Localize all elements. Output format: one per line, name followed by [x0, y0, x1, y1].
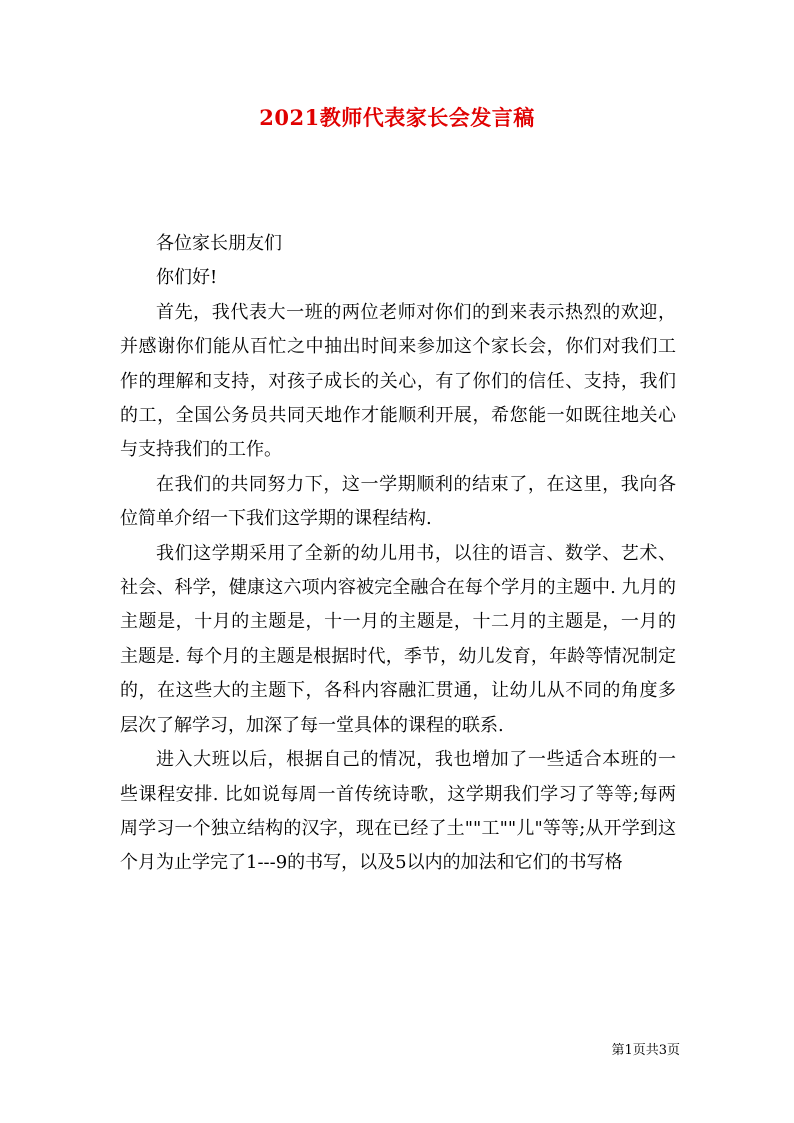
paragraph-welcome: 首先，我代表大一班的两位老师对你们的到来表示热烈的欢迎，并感谢你们能从百忙之中抽出时间来参加这个家长会，你们对我们工作的理解和支持，对孩子成长的关心，有了你们的信任、支持，我们的工，全国公务员共同天地作才能顺利开展，希您能一如既往地关心与支持我们的工作。	[120, 301, 676, 461]
paragraph-class-arrangements: 进入大班以后，根据自己的情况，我也增加了一些适合本班的一些课程安排. 比如说每周一首传统诗歌，这学期我们学习了等等;每两周学习一个独立结构的汉字，现在已经了土""工""儿"等等;从开学到这个月为止学完了1---9的书写，以及5以内的加法和它们的书写格	[120, 749, 676, 874]
document-body	[120, 227, 676, 881]
salutation: 各位家长朋友们	[156, 233, 282, 254]
greeting: 你们好!	[156, 267, 218, 289]
paragraph-semester-intro: 在我们的共同努力下，这一学期顺利的结束了，在这里，我向各位简单介绍一下我们这学期的课程结构.	[120, 473, 676, 530]
document-title: 2021教师代表家长会发言稿	[259, 105, 535, 130]
paragraph-curriculum: 我们这学期采用了全新的幼儿用书，以往的语言、数学、艺术、社会、科学，健康这六项内容被完全融合在每个学月的主题中. 九月的主题是，十月的主题是，十一月的主题是，十二月的主题是，一月的主题是. 每个月的主题是根据时代，季节，幼儿发育，年龄等情况制定的，在这些大的主题下，各科内容融汇贯通，让幼儿从不同的角度多层次了解学习，加深了每一堂具体的课程的联系.	[120, 542, 676, 736]
page-number-footer: 第1页共3页	[611, 1043, 680, 1058]
